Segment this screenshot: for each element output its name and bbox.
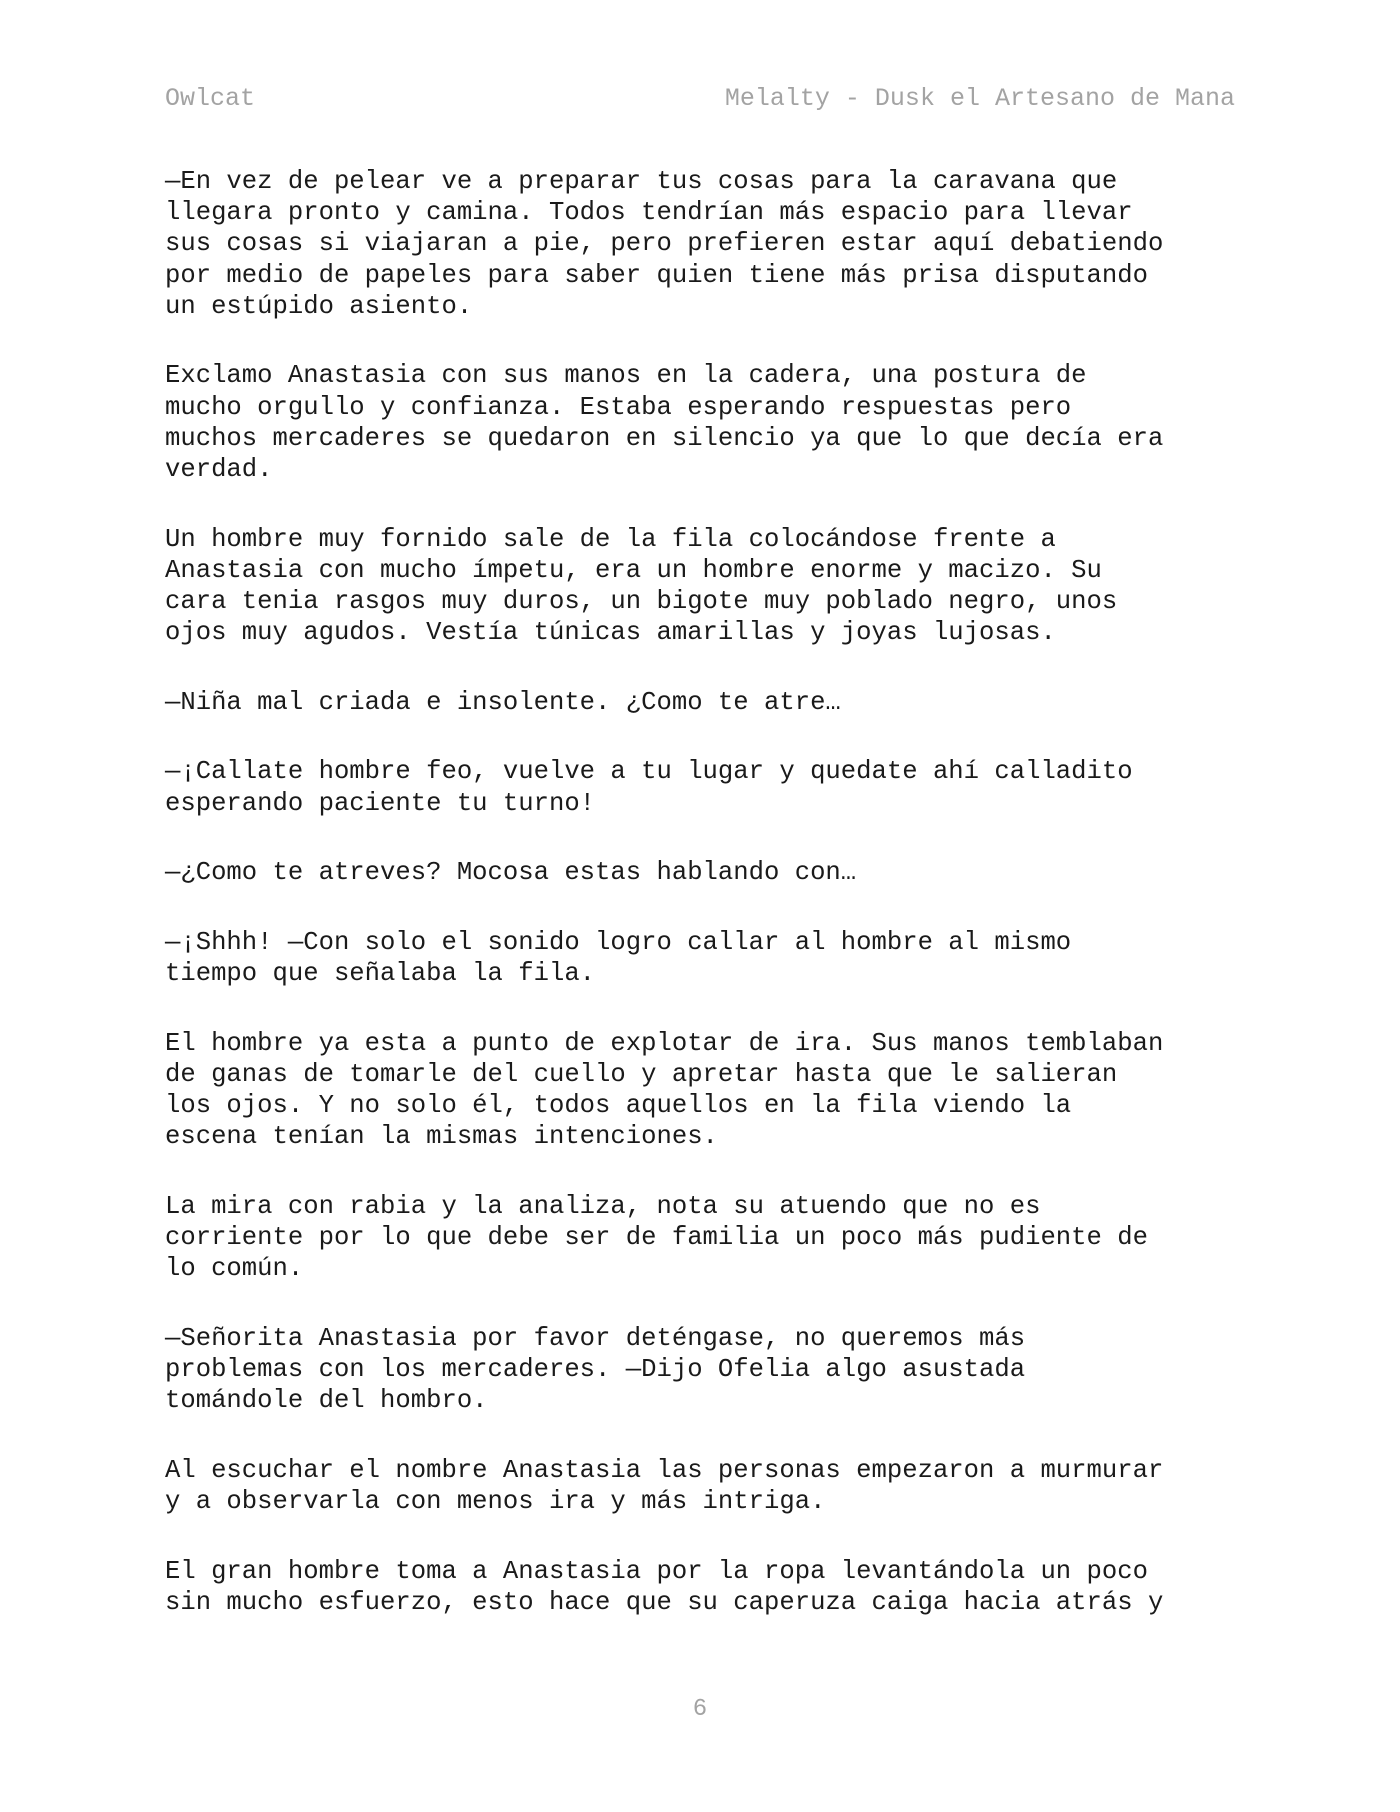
- paragraph: La mira con rabia y la analiza, nota su atuendo que no es corriente por lo que debe ser de familia un poco más pudiente de lo común.: [165, 1191, 1148, 1284]
- paragraph: —¿Como te atreves? Mocosa estas hablando con…: [165, 858, 857, 888]
- paragraph: Un hombre muy fornido sale de la fila colocándose frente a Anastasia con mucho ímpetu, era un hombre enorme y macizo. Su cara tenia rasgos muy duros, un bigote muy poblado negro, unos ojos muy agudos. Vestía túnicas amarillas y joyas lujosas.: [165, 524, 1118, 648]
- page-header: [165, 82, 1235, 116]
- body-text: [165, 166, 1245, 1656]
- paragraph: —Niña mal criada e insolente. ¿Como te atre…: [165, 687, 841, 717]
- paragraph: —¡Shhh! —Con solo el sonido logro callar al hombre al mismo tiempo que señalaba la fila.: [165, 927, 1072, 988]
- paragraph: —En vez de pelear ve a preparar tus cosas para la caravana que llegara pronto y camina. Todos tendrían más espacio para llevar sus cosas si viajaran a pie, pero prefieren estar aquí debatiendo por medio de papeles para saber quien tiene más prisa disputando un estúpido asiento.: [165, 167, 1164, 321]
- paragraph: El gran hombre toma a Anastasia por la ropa levantándola un poco sin mucho esfuerzo, esto hace que su caperuza caiga hacia atrás y: [165, 1556, 1164, 1617]
- paragraph: Al escuchar el nombre Anastasia las personas empezaron a murmurar y a observarla con menos ira y más intriga.: [165, 1455, 1164, 1516]
- header-author: Owlcat: [165, 84, 256, 113]
- paragraph: Exclamo Anastasia con sus manos en la cadera, una postura de mucho orgullo y confianza. Estaba esperando respuestas pero muchos mercaderes se quedaron en silencio ya que lo que decía era verdad.: [165, 361, 1164, 485]
- paragraph: —Señorita Anastasia por favor deténgase, no queremos más problemas con los mercaderes. —Dijo Ofelia algo asustada tomándole del hombro.: [165, 1323, 1026, 1416]
- header-title: Melalty - Dusk el Artesano de Mana: [724, 84, 1235, 113]
- paragraph: —¡Callate hombre feo, vuelve a tu lugar y quedate ahí calladito esperando paciente tu turno!: [165, 757, 1133, 818]
- page-number: 6: [692, 1696, 708, 1723]
- paragraph: El hombre ya esta a punto de explotar de ira. Sus manos temblaban de ganas de tomarle del cuello y apretar hasta que le salieran los ojos. Y no solo él, todos aquellos en la fila viendo la escena tenían la mismas intenciones.: [165, 1028, 1164, 1152]
